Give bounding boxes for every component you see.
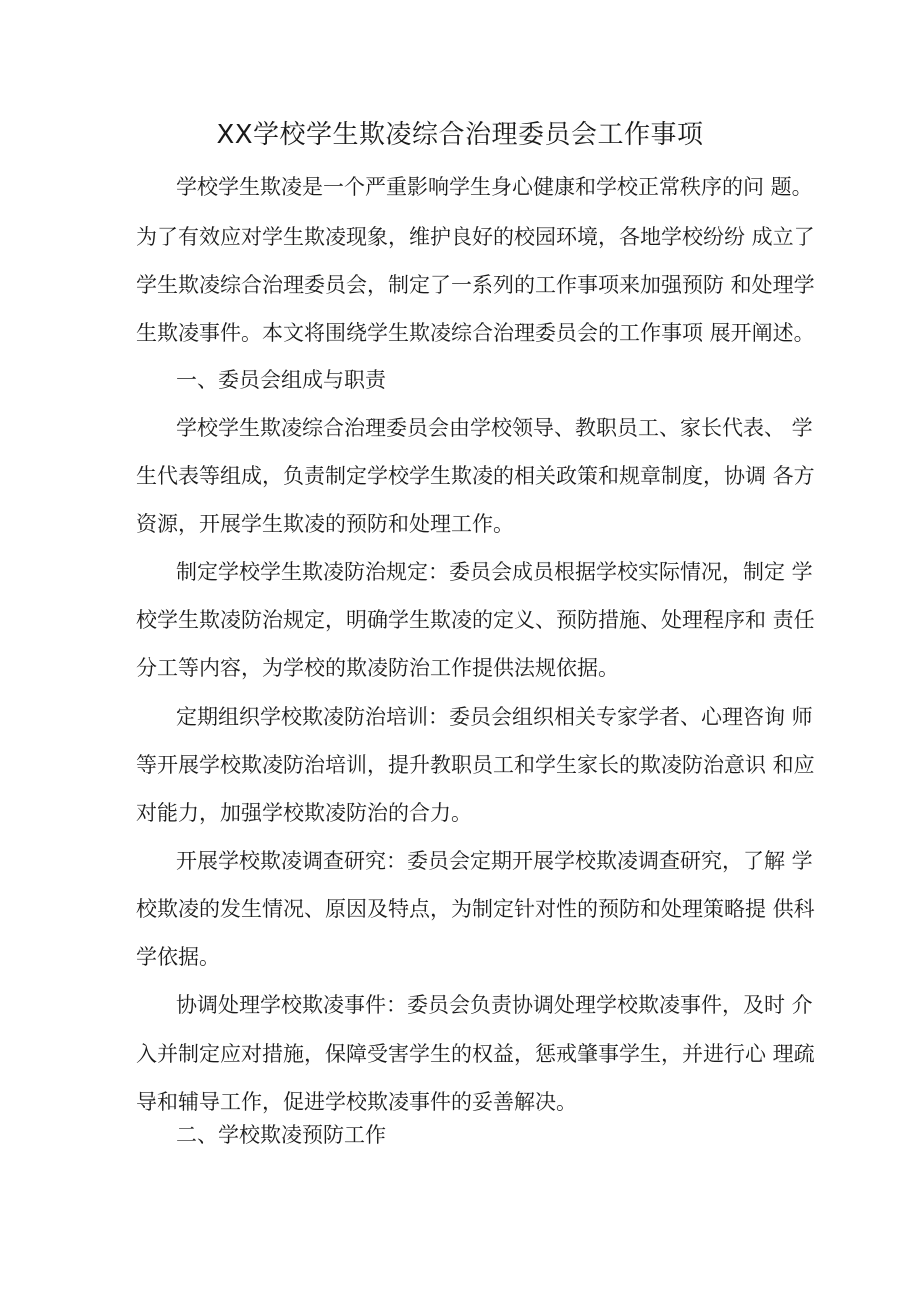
s1-p5-line-3: 导和辅导工作，促进学校欺凌事件的妥善解决。 bbox=[136, 1090, 577, 1114]
section-heading-1: 一、委员会组成与职责 bbox=[176, 368, 386, 392]
section-heading-2: 二、学校欺凌预防工作 bbox=[176, 1123, 386, 1147]
s1-p4-line-3: 学依据。 bbox=[136, 945, 220, 969]
s1-p4-line-1: 开展学校欺凌调查研究：委员会定期开展学校欺凌调查研究，了解 学 bbox=[176, 849, 813, 873]
s1-p1-line-2: 生代表等组成，负责制定学校学生欺凌的相关政策和规章制度，协调 各方 bbox=[136, 464, 815, 488]
intro-line-3: 学生欺凌综合治理委员会，制定了一系列的工作事项来加强预防 和处理学 bbox=[136, 273, 815, 297]
s1-p4-line-2: 校欺凌的发生情况、原因及特点，为制定针对性的预防和处理策略提 供科 bbox=[136, 897, 815, 921]
s1-p3-line-2: 等开展学校欺凌防治培训，提升教职员工和学生家长的欺凌防治意识 和应 bbox=[136, 753, 815, 777]
s1-p3-line-3: 对能力，加强学校欺凌防治的合力。 bbox=[136, 801, 472, 825]
s1-p1-line-1: 学校学生欺凌综合治理委员会由学校领导、教职员工、家长代表、 学 bbox=[176, 416, 813, 440]
intro-line-2: 为了有效应对学生欺凌现象，维护良好的校园环境，各地学校纷纷 成立了 bbox=[136, 225, 815, 249]
s1-p1-line-3: 资源，开展学生欺凌的预防和处理工作。 bbox=[136, 512, 514, 536]
s1-p5-line-2: 入并制定应对措施，保障受害学生的权益，惩戒肇事学生，并进行心 理疏 bbox=[136, 1042, 815, 1066]
s1-p2-line-3: 分工等内容，为学校的欺凌防治工作提供法规依据。 bbox=[136, 656, 619, 680]
intro-line-4: 生欺凌事件。本文将围绕学生欺凌综合治理委员会的工作事项 展开阐述。 bbox=[136, 321, 815, 345]
intro-line-1: 学校学生欺凌是一个严重影响学生身心健康和学校正常秩序的问 题。 bbox=[176, 175, 813, 199]
s1-p2-line-1: 制定学校学生欺凌防治规定：委员会成员根据学校实际情况，制定 学 bbox=[176, 560, 813, 584]
document-title: XX学校学生欺凌综合治理委员会工作事项 bbox=[216, 120, 704, 150]
s1-p2-line-2: 校学生欺凌防治规定，明确学生欺凌的定义、预防措施、处理程序和 责任 bbox=[136, 608, 815, 632]
s1-p3-line-1: 定期组织学校欺凌防治培训：委员会组织相关专家学者、心理咨询 师 bbox=[176, 705, 813, 729]
s1-p5-line-1: 协调处理学校欺凌事件：委员会负责协调处理学校欺凌事件，及时 介 bbox=[176, 993, 813, 1017]
